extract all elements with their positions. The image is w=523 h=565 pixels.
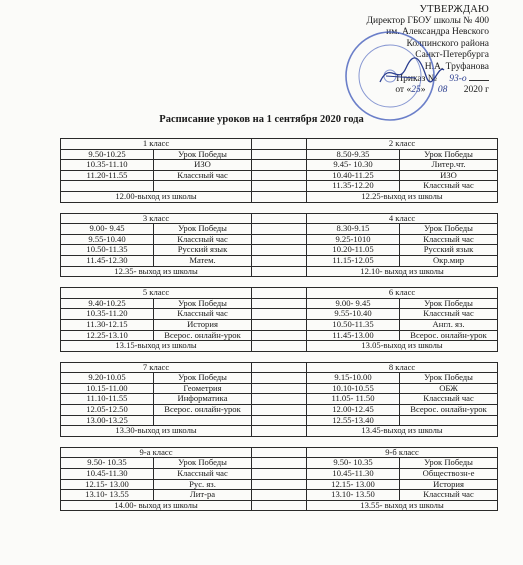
lesson-row: [61, 319, 498, 330]
column-spacer: [252, 362, 307, 373]
lesson-time: 10.15-11.00: [61, 383, 154, 394]
column-spacer: [252, 383, 307, 394]
column-spacer: [252, 213, 307, 224]
column-spacer: [252, 319, 307, 330]
column-spacer: [252, 426, 307, 437]
lesson-time: 10.45-11.30: [61, 469, 154, 480]
lesson-subject: Лит-ра: [154, 490, 252, 501]
exit-time: 13.45-выход из школы: [307, 426, 498, 437]
lesson-row: [61, 458, 498, 469]
approval-line: им. Александра Невского: [386, 27, 489, 38]
lesson-subject: ИЗО: [400, 170, 498, 181]
column-spacer: [252, 500, 307, 511]
lesson-time: 11.15-12.05: [307, 255, 400, 266]
lesson-subject: ИЗО: [154, 160, 252, 171]
exit-time: 12.25-выход из школы: [307, 191, 498, 202]
lesson-time: 10.50-11.35: [61, 245, 154, 256]
approval-line: Колпинского района: [406, 38, 489, 49]
lesson-time: 11.10-11.55: [61, 394, 154, 405]
lesson-subject: Всерос. онлайн-урок: [154, 405, 252, 416]
class-header: 5 класс: [61, 288, 252, 299]
class-header: 1 класс: [61, 139, 252, 150]
lesson-row: [61, 373, 498, 384]
lesson-time: 12.55-13.40: [307, 415, 400, 426]
lesson-time: 8.50-9.35: [307, 149, 400, 160]
lesson-subject: Классный час: [400, 309, 498, 320]
lesson-row: [61, 149, 498, 160]
lesson-subject: Русский язык: [400, 245, 498, 256]
lesson-row: [61, 234, 498, 245]
lesson-subject: Урок Победы: [400, 224, 498, 235]
approval-line: Н.А. Труфанова: [424, 61, 489, 72]
lesson-subject: ОБЖ: [400, 383, 498, 394]
lesson-time: 10.35-11.20: [61, 309, 154, 320]
lesson-row: [61, 245, 498, 256]
lesson-time: 9.50-10.25: [61, 149, 154, 160]
lesson-subject: Классный час: [154, 234, 252, 245]
lesson-time: 9.55-10.40: [61, 234, 154, 245]
column-spacer: [252, 458, 307, 469]
lesson-row: [61, 490, 498, 501]
exit-row: [61, 191, 498, 202]
lesson-time: 9.55-10.40: [307, 309, 400, 320]
lesson-time: 11.35-12.20: [307, 181, 400, 192]
lesson-time: 9.45- 10.30: [307, 160, 400, 171]
lesson-row: [61, 469, 498, 480]
lesson-time: 11.45-13.00: [307, 330, 400, 341]
column-spacer: [252, 224, 307, 235]
class-header: 4 класс: [307, 213, 498, 224]
lesson-time: 9.15-10.00: [307, 373, 400, 384]
column-spacer: [252, 160, 307, 171]
lesson-time: 9.25-1010: [307, 234, 400, 245]
lesson-subject: Урок Победы: [154, 298, 252, 309]
exit-row: [61, 266, 498, 277]
lesson-row: [61, 160, 498, 171]
column-spacer: [252, 447, 307, 458]
column-spacer: [252, 191, 307, 202]
lesson-time: 10.20-11.05: [307, 245, 400, 256]
column-spacer: [252, 373, 307, 384]
lesson-subject: Всерос. онлайн-урок: [154, 330, 252, 341]
lesson-row: [61, 181, 498, 192]
lesson-subject: Урок Победы: [154, 224, 252, 235]
gap-cell: [61, 202, 498, 213]
lesson-row: [61, 224, 498, 235]
gap-cell: [61, 436, 498, 447]
lesson-time: 11.45-12.30: [61, 255, 154, 266]
lesson-subject: Урок Победы: [400, 149, 498, 160]
lesson-subject: Классный час: [154, 309, 252, 320]
page-title: Расписание уроков на 1 сентября 2020 года: [159, 114, 364, 125]
exit-time: 12.00-выход из школы: [61, 191, 252, 202]
lesson-subject: История: [154, 319, 252, 330]
lesson-time: 12.05-12.50: [61, 405, 154, 416]
lesson-subject: Классный час: [154, 469, 252, 480]
lesson-subject: Урок Победы: [154, 149, 252, 160]
lesson-time: 10.40-11.25: [307, 170, 400, 181]
signature-icon: [376, 56, 446, 90]
column-spacer: [252, 405, 307, 416]
column-spacer: [252, 288, 307, 299]
lesson-time: 12.25-13.10: [61, 330, 154, 341]
column-spacer: [252, 298, 307, 309]
exit-time: 12.10- выход из школы: [307, 266, 498, 277]
column-spacer: [252, 181, 307, 192]
lesson-row: [61, 309, 498, 320]
exit-row: [61, 426, 498, 437]
column-spacer: [252, 469, 307, 480]
lesson-subject: Урок Победы: [400, 458, 498, 469]
lesson-subject: Урок Победы: [154, 373, 252, 384]
lesson-subject: Классный час: [154, 170, 252, 181]
column-spacer: [252, 170, 307, 181]
lesson-subject: Классный час: [400, 394, 498, 405]
exit-time: 14.00- выход из школы: [61, 500, 252, 511]
lesson-time: 12.15- 13.00: [61, 479, 154, 490]
lesson-time: 13.10- 13.50: [307, 490, 400, 501]
lesson-time: 13.00-13.25: [61, 415, 154, 426]
lesson-subject: Обществозн-е: [400, 469, 498, 480]
lesson-subject: Геометрия: [154, 383, 252, 394]
lesson-subject: Урок Победы: [400, 298, 498, 309]
lesson-time: 10.45-11.30: [307, 469, 400, 480]
column-spacer: [252, 330, 307, 341]
column-spacer: [252, 479, 307, 490]
lesson-time: 11.05- 11.50: [307, 394, 400, 405]
lesson-subject: Всерос. онлайн-урок: [400, 405, 498, 416]
date-line: от «25» 08 2020 г: [395, 85, 489, 96]
column-spacer: [252, 149, 307, 160]
lesson-subject: Матем.: [154, 255, 252, 266]
column-spacer: [252, 234, 307, 245]
column-spacer: [252, 415, 307, 426]
exit-time: 13.55- выход из школы: [307, 500, 498, 511]
lesson-row: [61, 415, 498, 426]
lesson-subject: Литер.чт.: [400, 160, 498, 171]
class-header: 9-а класс: [61, 447, 252, 458]
exit-time: 13.30-выход из школы: [61, 426, 252, 437]
lesson-row: [61, 170, 498, 181]
lesson-subject: Всерос. онлайн-урок: [400, 330, 498, 341]
lesson-subject: Классный час: [400, 181, 498, 192]
lesson-time: 11.20-11.55: [61, 170, 154, 181]
block-gap: [61, 436, 498, 447]
date-day: 25: [411, 85, 421, 96]
lesson-time: 10.50-11.35: [307, 319, 400, 330]
class-header-row: [61, 139, 498, 150]
lesson-subject: Урок Победы: [154, 458, 252, 469]
block-gap: [61, 351, 498, 362]
lesson-subject: Классный час: [400, 490, 498, 501]
class-header: 6 класс: [307, 288, 498, 299]
lesson-row: [61, 255, 498, 266]
gap-cell: [61, 351, 498, 362]
column-spacer: [252, 341, 307, 352]
lesson-time: 12.15- 13.00: [307, 479, 400, 490]
approval-line: Санкт-Петербурга: [415, 50, 489, 61]
block-gap: [61, 202, 498, 213]
approval-title: УТВЕРЖДАЮ: [419, 4, 489, 15]
class-header: 2 класс: [307, 139, 498, 150]
date-month: 08: [437, 85, 448, 96]
lesson-time: 9.00- 9.45: [307, 298, 400, 309]
lesson-row: [61, 479, 498, 490]
gap-cell: [61, 277, 498, 288]
lesson-time: 12.00-12.45: [307, 405, 400, 416]
schedule-table: [60, 138, 498, 511]
date-prefix: от «: [395, 85, 412, 96]
lesson-subject: Рус. яз.: [154, 479, 252, 490]
exit-time: 13.05-выход из школы: [307, 341, 498, 352]
lesson-time: 9.00- 9.45: [61, 224, 154, 235]
lesson-time: 9.40-10.25: [61, 298, 154, 309]
lesson-subject: [400, 415, 498, 426]
class-header-row: [61, 362, 498, 373]
class-header: 9-б класс: [307, 447, 498, 458]
class-header: 7 класс: [61, 362, 252, 373]
lesson-time: 11.30-12.15: [61, 319, 154, 330]
class-header-row: [61, 288, 498, 299]
lesson-time: 10.35-11.10: [61, 160, 154, 171]
lesson-subject: [154, 181, 252, 192]
column-spacer: [252, 266, 307, 277]
lesson-subject: Окр.мир: [400, 255, 498, 266]
exit-time: 12.35- выход из школы: [61, 266, 252, 277]
lesson-time: 9.20-10.05: [61, 373, 154, 384]
order-label: Приказ №: [396, 73, 437, 84]
class-header: 8 класс: [307, 362, 498, 373]
lesson-subject: Русский язык: [154, 245, 252, 256]
lesson-row: [61, 394, 498, 405]
exit-row: [61, 341, 498, 352]
lesson-time: 9.50- 10.35: [61, 458, 154, 469]
column-spacer: [252, 309, 307, 320]
block-gap: [61, 277, 498, 288]
lesson-time: 10.10-10.55: [307, 383, 400, 394]
lesson-subject: Урок Победы: [400, 373, 498, 384]
lesson-subject: История: [400, 479, 498, 490]
lesson-row: [61, 383, 498, 394]
class-header-row: [61, 447, 498, 458]
lesson-time: 13.10- 13.55: [61, 490, 154, 501]
class-header-row: [61, 213, 498, 224]
lesson-subject: Классный час: [400, 234, 498, 245]
exit-row: [61, 500, 498, 511]
column-spacer: [252, 394, 307, 405]
lesson-time: [61, 181, 154, 192]
column-spacer: [252, 490, 307, 501]
lesson-row: [61, 405, 498, 416]
lesson-time: 8.30-9.15: [307, 224, 400, 235]
lesson-row: [61, 330, 498, 341]
approval-line: Директор ГБОУ школы № 400: [366, 15, 489, 26]
class-header: 3 класс: [61, 213, 252, 224]
lesson-time: 9.50- 10.35: [307, 458, 400, 469]
column-spacer: [252, 255, 307, 266]
lesson-row: [61, 298, 498, 309]
lesson-subject: Информатика: [154, 394, 252, 405]
exit-time: 13.15-выход из школы: [61, 341, 252, 352]
column-spacer: [252, 245, 307, 256]
lesson-subject: [154, 415, 252, 426]
date-year: 2020 г: [463, 85, 489, 96]
column-spacer: [252, 139, 307, 150]
order-number: 93-о: [449, 73, 467, 84]
lesson-subject: Англ. яз.: [400, 319, 498, 330]
